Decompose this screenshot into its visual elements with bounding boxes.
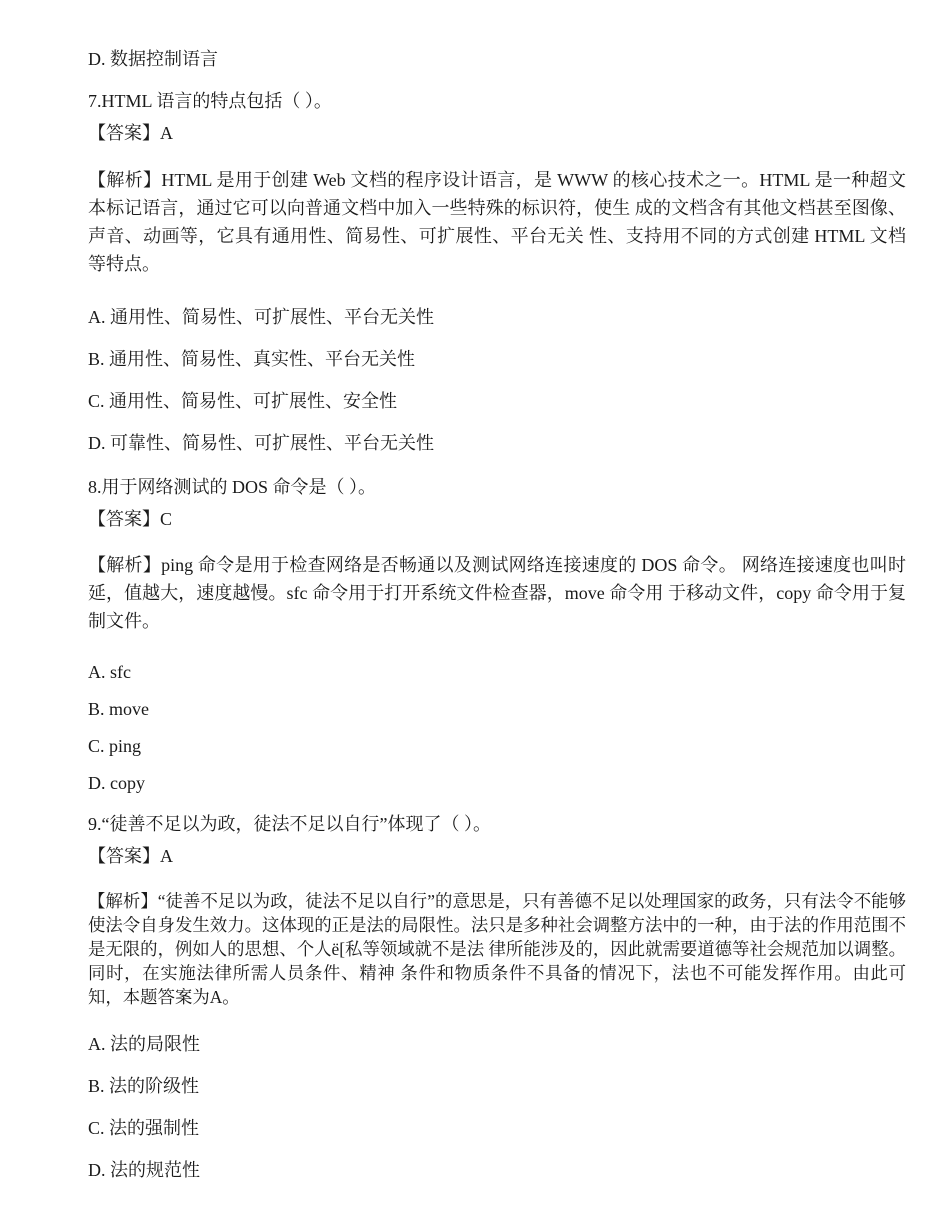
q8-option-a: A. sfc bbox=[88, 662, 131, 682]
q9-answer: 【答案】A bbox=[88, 846, 173, 866]
q9-option-b: B. 法的阶级性 bbox=[88, 1076, 200, 1096]
q6-option-d: D. 数据控制语言 bbox=[88, 49, 218, 69]
q7-option-d: D. 可靠性、简易性、可扩展性、平台无关性 bbox=[88, 433, 434, 453]
q7-option-a: A. 通用性、简易性、可扩展性、平台无关性 bbox=[88, 307, 434, 327]
q7-answer: 【答案】A bbox=[88, 123, 173, 143]
q7-option-b: B. 通用性、简易性、真实性、平台无关性 bbox=[88, 349, 416, 369]
q9-option-a: A. 法的局限性 bbox=[88, 1034, 200, 1054]
q9-explanation: 【解析】“徒善不足以为政，徒法不足以自行”的意思是，只有善德不足以处理国家的政务，只有法令不能够使法令自身发生效力。这体现的正是法的局限性。法只是多种社会调整方法中的一种，由于法的作用范围不是无限的，例如人的思想、个人ё[私等领域就不是法 律所能涉及的，因此就需要道德等社会规范加以调整。同时，在实施法律所需人员条件、精神 条件和物质条件不具备的情况下，法也不可能发挥作用。由此可知，本题答案为A。 bbox=[88, 891, 906, 1007]
q8-explanation: 【解析】ping 命令是用于检查网络是否畅通以及测试网络连接速度的 DOS 命令。 网络连接速度也叫时延，值越大，速度越慢。sfc 命令用于打开系统文件检查器，move 命令用 于移动文件，copy 命令用于复制文件。 bbox=[88, 555, 906, 631]
q8-option-c: C. ping bbox=[88, 736, 142, 756]
q7-question: 7.HTML 语言的特点包括（ ）。 bbox=[88, 91, 332, 111]
q8-question: 8.用于网络测试的 DOS 命令是（ ）。 bbox=[88, 477, 377, 497]
q8-answer: 【答案】C bbox=[88, 509, 173, 529]
q9-option-c: C. 法的强制性 bbox=[88, 1118, 200, 1138]
q7-explanation: 【解析】HTML 是用于创建 Web 文档的程序设计语言，是 WWW 的核心技术之一。HTML 是一种超文本标记语言，通过它可以向普通文档中加入一些特殊的标识符，使生 成的文档含有其他文档甚至图像、声音、动画等，它具有通用性、简易性、可扩展性、平台无关 性、支持用不同的方式创建 HTML 文档等特点。 bbox=[88, 170, 906, 274]
q9-question: 9.“徒善不足以为政，徒法不足以自行”体现了（ ）。 bbox=[88, 814, 491, 834]
q9-option-d: D. 法的规范性 bbox=[88, 1160, 200, 1180]
q8-option-b: B. move bbox=[88, 699, 149, 719]
q8-option-d: D. copy bbox=[88, 773, 145, 793]
q7-option-c: C. 通用性、简易性、可扩展性、安全性 bbox=[88, 391, 398, 411]
